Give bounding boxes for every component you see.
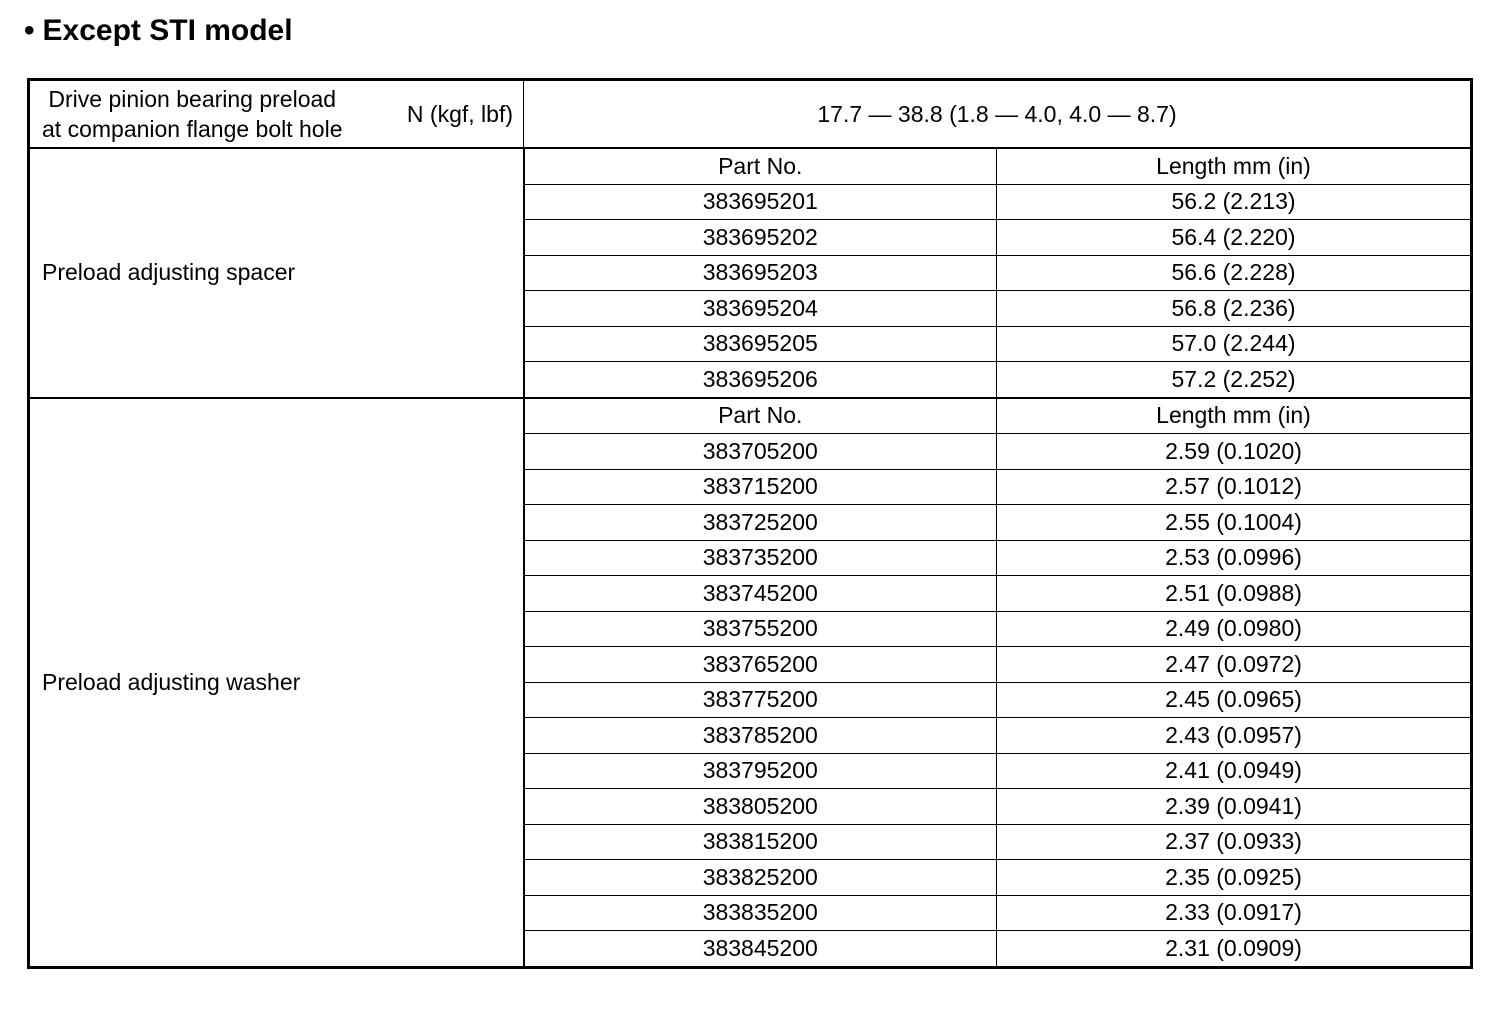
- part-number-cell: 383755200: [524, 611, 997, 647]
- part-number-cell: 383735200: [524, 540, 997, 576]
- preload-label-line2: at companion flange bolt hole: [42, 116, 343, 142]
- part-number-cell: 383695205: [524, 326, 997, 362]
- spacer-part-header: Part No.: [524, 148, 997, 184]
- washer-length-header: Length mm (in): [997, 398, 1472, 434]
- length-cell: 56.6 (2.228): [997, 255, 1472, 291]
- length-cell: 2.41 (0.0949): [997, 753, 1472, 789]
- washer-header-row: [29, 398, 1472, 434]
- part-number-cell: 383695201: [524, 184, 997, 220]
- length-cell: 2.33 (0.0917): [997, 895, 1472, 931]
- washer-part-header: Part No.: [524, 398, 997, 434]
- part-number-cell: 383835200: [524, 895, 997, 931]
- part-number-cell: 383725200: [524, 505, 997, 541]
- section-heading: [24, 14, 293, 48]
- part-number-cell: 383695204: [524, 291, 997, 327]
- preload-label: [42, 84, 343, 144]
- part-number-cell: 383695202: [524, 220, 997, 256]
- bullet-icon: •: [24, 14, 35, 47]
- length-cell: 2.37 (0.0933): [997, 824, 1472, 860]
- part-number-cell: 383765200: [524, 647, 997, 683]
- part-number-cell: 383785200: [524, 718, 997, 754]
- length-cell: 2.35 (0.0925): [997, 860, 1472, 896]
- length-cell: 2.55 (0.1004): [997, 505, 1472, 541]
- preload-row: [29, 80, 1472, 149]
- length-cell: 56.8 (2.236): [997, 291, 1472, 327]
- part-number-cell: 383695203: [524, 255, 997, 291]
- part-number-cell: 383695206: [524, 362, 997, 398]
- length-cell: 56.4 (2.220): [997, 220, 1472, 256]
- length-cell: 2.57 (0.1012): [997, 469, 1472, 505]
- part-number-cell: 383715200: [524, 469, 997, 505]
- spacer-label: Preload adjusting spacer: [29, 148, 524, 398]
- length-cell: 57.0 (2.244): [997, 326, 1472, 362]
- length-cell: 57.2 (2.252): [997, 362, 1472, 398]
- length-cell: 2.51 (0.0988): [997, 576, 1472, 612]
- spacer-length-header: Length mm (in): [997, 148, 1472, 184]
- section-title: Except STI model: [42, 14, 293, 47]
- part-number-cell: 383815200: [524, 824, 997, 860]
- preload-label-line1: Drive pinion bearing preload: [48, 86, 337, 112]
- part-number-cell: 383705200: [524, 434, 997, 470]
- length-cell: 56.2 (2.213): [997, 184, 1472, 220]
- part-number-cell: 383805200: [524, 789, 997, 825]
- part-number-cell: 383795200: [524, 753, 997, 789]
- spacer-header-row: [29, 148, 1472, 184]
- length-cell: 2.49 (0.0980): [997, 611, 1472, 647]
- length-cell: 2.47 (0.0972): [997, 647, 1472, 683]
- part-number-cell: 383845200: [524, 931, 997, 968]
- part-number-cell: 383775200: [524, 682, 997, 718]
- length-cell: 2.39 (0.0941): [997, 789, 1472, 825]
- length-cell: 2.43 (0.0957): [997, 718, 1472, 754]
- length-cell: 2.45 (0.0965): [997, 682, 1472, 718]
- length-cell: 2.31 (0.0909): [997, 931, 1472, 968]
- preload-unit: N (kgf, lbf): [406, 101, 513, 127]
- length-cell: 2.59 (0.1020): [997, 434, 1472, 470]
- spec-table: [27, 78, 1473, 969]
- part-number-cell: 383825200: [524, 860, 997, 896]
- part-number-cell: 383745200: [524, 576, 997, 612]
- length-cell: 2.53 (0.0996): [997, 540, 1472, 576]
- preload-label-cell: [29, 80, 524, 149]
- preload-value: 17.7 — 38.8 (1.8 — 4.0, 4.0 — 8.7): [524, 80, 1472, 149]
- washer-label: Preload adjusting washer: [29, 398, 524, 968]
